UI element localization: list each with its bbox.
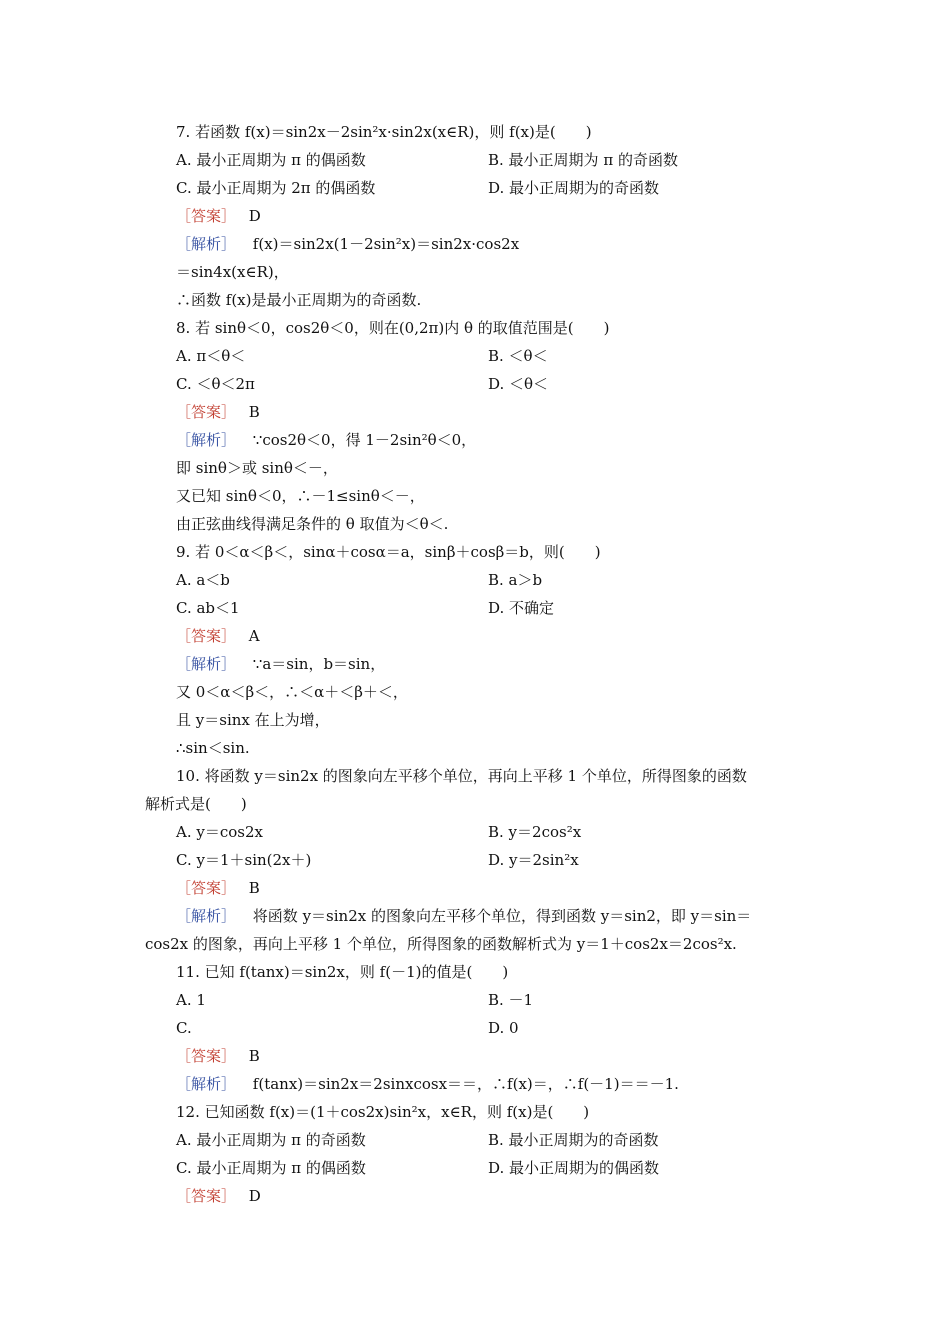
q8-answer-row <box>176 402 260 422</box>
answer-value: A <box>248 627 260 645</box>
q10-answer-row <box>176 878 260 898</box>
q10-stem-line-2: 解析式是( ) <box>145 795 247 813</box>
q11-option-b: B. －1 <box>488 991 534 1009</box>
q11-option-d: D. 0 <box>488 1019 519 1037</box>
q10-option-b: B. y＝2cos²x <box>488 823 582 841</box>
q10-analysis-row <box>176 906 751 926</box>
q9-option-b: B. a＞b <box>488 571 543 589</box>
analysis-tag: ［解析］ <box>176 431 237 449</box>
answer-tag: ［答案］ <box>176 1187 237 1205</box>
q7-stem: 7. 若函数 f(x)＝sin2x－2sin²x·sin2x(x∈R)，则 f(x)是( ) <box>176 123 592 141</box>
q8-analysis-line-4: 由正弦曲线得满足条件的 θ 取值为＜θ＜. <box>176 515 449 533</box>
q12-option-c: C. 最小正周期为 π 的偶函数 <box>176 1159 366 1177</box>
answer-value: D <box>248 207 261 225</box>
analysis-text: f(x)＝sin2x(1－2sin²x)＝sin2x·cos2x <box>252 235 520 253</box>
analysis-text: ∵cos2θ＜0，得 1－2sin²θ＜0， <box>252 431 477 449</box>
answer-value: B <box>248 403 260 421</box>
q7-option-b: B. 最小正周期为 π 的奇函数 <box>488 151 678 169</box>
q10-stem-line-1: 10. 将函数 y＝sin2x 的图象向左平移个单位，再向上平移 1 个单位，所得图象的函数 <box>176 767 747 785</box>
q9-stem: 9. 若 0＜α＜β＜，sinα＋cosα＝a，sinβ＋cosβ＝b，则( ) <box>176 543 601 561</box>
q12-option-a: A. 最小正周期为 π 的奇函数 <box>176 1131 366 1149</box>
q7-option-d: D. 最小正周期为的奇函数 <box>488 179 660 197</box>
q11-answer-row <box>176 1046 260 1066</box>
answer-tag: ［答案］ <box>176 1047 237 1065</box>
q7-analysis-line-2: ＝sin4x(x∈R)， <box>176 263 289 281</box>
q9-option-a: A. a＜b <box>176 571 230 589</box>
q8-analysis-line-3: 又已知 sinθ＜0，∴－1≤sinθ＜－， <box>176 487 425 505</box>
q10-analysis-line-2: cos2x 的图象，再向上平移 1 个单位，所得图象的函数解析式为 y＝1＋cos2x＝2cos²x. <box>145 935 737 953</box>
analysis-tag: ［解析］ <box>176 235 237 253</box>
q8-option-b: B. ＜θ＜ <box>488 347 548 365</box>
analysis-tag: ［解析］ <box>176 907 237 925</box>
q9-analysis-line-3: 且 y＝sinx 在上为增， <box>176 711 330 729</box>
q11-stem: 11. 已知 f(tanx)＝sin2x，则 f(－1)的值是( ) <box>176 963 509 981</box>
answer-tag: ［答案］ <box>176 879 237 897</box>
q8-analysis-line-2: 即 sinθ＞或 sinθ＜－， <box>176 459 338 477</box>
analysis-text: f(tanx)＝sin2x＝2sinxcosx＝＝，∴f(x)＝，∴f(－1)＝＝－1. <box>252 1075 679 1093</box>
q8-option-c: C. ＜θ＜2π <box>176 375 255 393</box>
q10-option-c: C. y＝1＋sin(2x＋) <box>176 851 312 869</box>
q9-option-c: C. ab＜1 <box>176 599 240 617</box>
q11-analysis-row <box>176 1074 679 1094</box>
q10-option-d: D. y＝2sin²x <box>488 851 579 869</box>
analysis-text: 将函数 y＝sin2x 的图象向左平移个单位，得到函数 y＝sin2，即 y＝sin＝ <box>252 907 752 925</box>
q8-option-d: D. ＜θ＜ <box>488 375 549 393</box>
q7-option-c: C. 最小正周期为 2π 的偶函数 <box>176 179 376 197</box>
answer-tag: ［答案］ <box>176 207 237 225</box>
q9-option-d: D. 不确定 <box>488 599 555 617</box>
q8-stem: 8. 若 sinθ＜0，cos2θ＜0，则在(0,2π)内 θ 的取值范围是( ) <box>176 319 610 337</box>
answer-tag: ［答案］ <box>176 627 237 645</box>
q7-answer-row <box>176 206 261 226</box>
answer-value: B <box>248 879 260 897</box>
q11-option-a: A. 1 <box>176 991 206 1009</box>
q8-option-a: A. π＜θ＜ <box>176 347 246 365</box>
q8-analysis-row <box>176 430 476 450</box>
analysis-text: ∵a＝sin，b＝sin， <box>252 655 386 673</box>
q12-option-d: D. 最小正周期为的偶函数 <box>488 1159 660 1177</box>
q7-analysis-row <box>176 234 519 254</box>
q11-option-c: C. <box>176 1019 192 1037</box>
answer-value: D <box>248 1187 261 1205</box>
answer-value: B <box>248 1047 260 1065</box>
analysis-tag: ［解析］ <box>176 655 237 673</box>
q12-stem: 12. 已知函数 f(x)＝(1＋cos2x)sin²x，x∈R，则 f(x)是( ) <box>176 1103 590 1121</box>
analysis-tag: ［解析］ <box>176 1075 237 1093</box>
q12-answer-row <box>176 1186 261 1206</box>
q10-option-a: A. y＝cos2x <box>176 823 263 841</box>
q9-analysis-row <box>176 654 385 674</box>
q12-option-b: B. 最小正周期为的奇函数 <box>488 1131 659 1149</box>
q9-analysis-line-2: 又 0＜α＜β＜，∴＜α＋＜β＋＜， <box>176 683 408 701</box>
q9-answer-row <box>176 626 260 646</box>
q7-option-a: A. 最小正周期为 π 的偶函数 <box>176 151 366 169</box>
q9-analysis-line-4: ∴sin＜sin. <box>176 739 250 757</box>
answer-tag: ［答案］ <box>176 403 237 421</box>
q7-analysis-line-3: ∴函数 f(x)是最小正周期为的奇函数. <box>176 291 422 309</box>
